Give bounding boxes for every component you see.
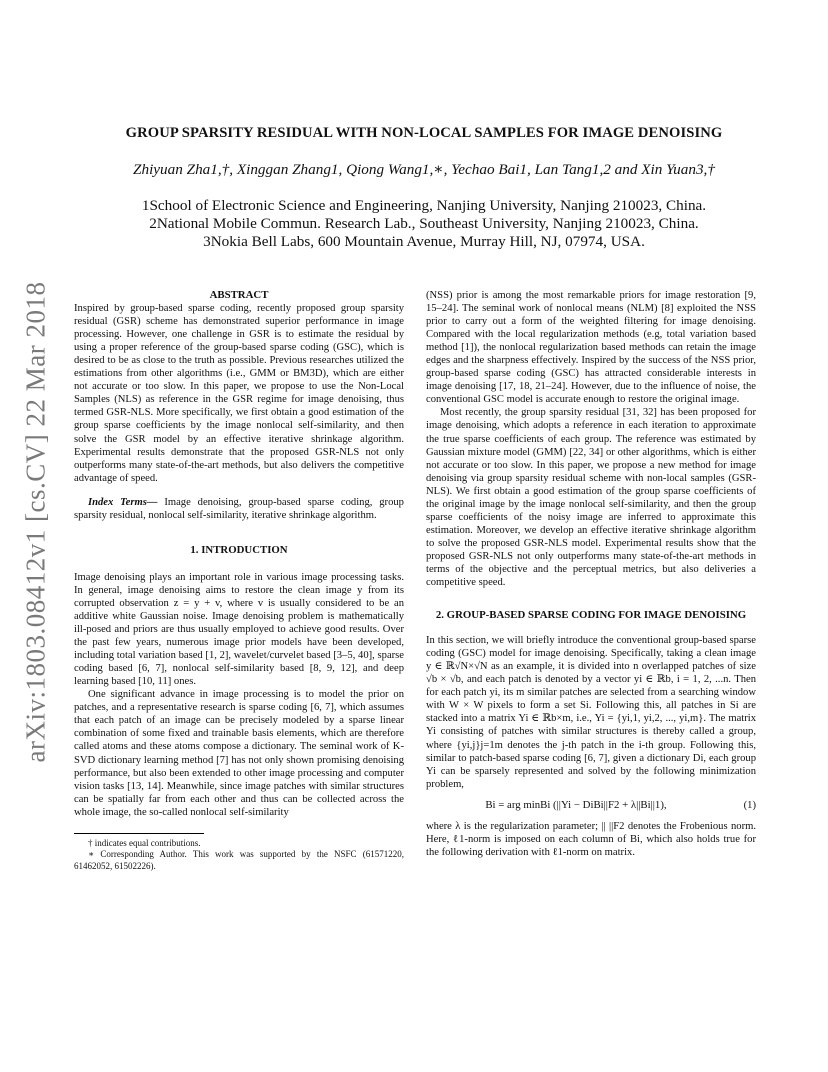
index-terms-text: Image denoising, group-based sparse coding, group sparsity residual, nonlocal self-similarity, iterative shrinkage algorithm. (74, 496, 404, 521)
affiliation-2: 2National Mobile Commun. Research Lab., Southeast University, Nanjing 210023, China. (149, 215, 699, 232)
left-column (74, 289, 404, 872)
affiliation-3: 3Nokia Bell Labs, 600 Mountain Avenue, Murray Hill, NJ, 07974, USA. (203, 233, 645, 250)
section-2-heading: 2. GROUP-BASED SPARSE CODING FOR IMAGE DENOISING (435, 609, 747, 622)
equation-body: Bi = arg minBi (||Yi − DiBi||F2 + λ||Bi||1), (485, 798, 667, 811)
abstract-text: Inspired by group-based sparse coding, recently proposed group sparsity residual (GSR) scheme has demonstrated superior performance in image processing. However, one challenge in GSR is to estimate the residual by using a proper reference of the group-based sparse coding (GSC), which is desired to be as close to the truth as possible. Previous researches utilized the estimations from other algorithms (i.e., GMM or BM3D), which are either not accurate or too slow. In this paper, we propose to use the Non-Local Samples (NLS) as reference in the GSR regime for image denoising, thus termed GSR-NLS. More specifically, we first obtain a good estimation of the group sparse coefficients by the image nonlocal self-similarity, and then solve the GSR model by an effective iterative shrinkage algorithm. Experimental results demonstrate that the proposed GSR-NLS not only outperforms many state-of-the-art methods, but also delivers the competitive advantage of speed. (74, 303, 404, 484)
intro-paragraph-1: Image denoising plays an important role in various image processing tasks. In general, image denoising aims to restore the clean image y from its corrupted observation z = y + v, where v is usually considered to be an additive white Gaussian noise. Image denoising problem is mathematically ill-posed and priors are thus usually employed to achieve good results. Over the past few years, numerous image prior models have been developed, including total variation based [1, 2], wavelet/curvelet based [3–5, 40], sparse coding based [6, 7], nonlocal self-similarity based [8, 9, 12], and deep learning based [10, 11] ones. (74, 571, 404, 688)
right-paragraph-2: Most recently, the group sparsity residual [31, 32] has been proposed for image denoising, which adopts a reference in each iteration to approximate the true sparse coefficients of each group. The reference was estimated by Gaussian mixture model (GMM) [22, 34] or other algorithms, which is either not accurate or too slow. In this paper, we propose a new method for image denoising via group sparsity residual scheme with non-local samples (GSR-NLS). We first obtain a good estimation of the group sparse coefficients of the original image by the image nonlocal self-similarity, and then the group sparse coefficients of the noisy image are inferred to approximate this estimation. Moreover, we develop an effective iterative shrinkage algorithm to solve the proposed GSR-NLS model. Experimental results show that the proposed GSR-NLS not only outperforms many state-of-the-art methods in terms of the objective and the perceptual metrics, but also deliveries a competitive speed. (426, 407, 756, 589)
section-2-paragraph-2: where λ is the regularization parameter; || ||F2 denotes the Frobenious norm. Here, ℓ1-norm is imposed on each column of Bi, which also holds true for the following derivation with ℓ1-norm on matrix. (426, 820, 756, 858)
authors: Zhiyuan Zha1,†, Xinggan Zhang1, Qiong Wang1,∗, Yechao Bai1, Lan Tang1,2 and Xin Yuan3,† (133, 161, 715, 178)
intro-paragraph-2: One significant advance in image processing is to model the prior on patches, and a representative research is sparse coding [6, 7], which assumes that each patch of an image can be precisely modeled by a sparse linear combination of some fixed and trainable basis elements, which are therefore called atoms and these atoms compose a dictionary. The seminal work of K-SVD dictionary learning method [7] has not only shown promising denoising performance, but also been extended to other image processing and computer vision tasks [13, 14]. Meanwhile, since image patches with similar structures can be spatially far from each other and thus can be collected across the whole image, the so-called nonlocal self-similarity (74, 689, 404, 818)
section-2-paragraph-1: In this section, we will briefly introduce the conventional group-based sparse coding (GSC) model for image denoising. Specifically, taking a clean image y ∈ ℝ√N×√N as an example, it is divided into n overlapped patches of size √b × √b, and each patch is denoted by a vector yi ∈ ℝb, i = 1, 2, ...n. Then for each patch yi, its m similar patches are selected from a searching window with W × W pixels to form a set Si. Following this, all patches in Si are stacked into a matrix Yi ∈ ℝb×m, i.e., Yi = {yi,1, yi,2, ..., yi,m}. The matrix Yi consisting of patches with similar structures is thereby called a group, where {yi,j}j=1m denotes the j-th patch in the i-th group. Following this, similar to patch-based sparse coding [6, 7], given a dictionary Di, each group Yi can be sparsely represented and solved by the following minimization problem, (426, 635, 756, 790)
equation-1 (426, 799, 756, 812)
arxiv-identifier (14, 262, 58, 782)
section-1-heading: 1. INTRODUCTION (190, 543, 288, 556)
index-terms (74, 496, 404, 522)
footnote-rule (74, 833, 204, 834)
abstract-heading: ABSTRACT (209, 289, 269, 301)
paper-title: GROUP SPARSITY RESIDUAL WITH NON-LOCAL SAMPLES FOR IMAGE DENOISING (125, 125, 723, 141)
equation-number: (1) (743, 799, 756, 811)
right-paragraph-1: (NSS) prior is among the most remarkable priors for image restoration [9, 15–24]. The seminal work of nonlocal means (NLM) [8] exploited the NSS prior to carry out a form of the weighted filtering for image denoising. Compared with the local regularization methods (e.g, total variation based method [1]), the nonlocal regularization based methods can retain the image edges and the sharpness effectively. Inspired by the success of the NSS prior, group-based sparse coding (GSC) has attracted considerable interests in image denoising [17, 18, 21–24]. However, due to the influence of noise, the conventional GSC model is accurate enough to restore the original image. (426, 290, 756, 406)
right-column (426, 289, 756, 859)
affiliation-1: 1School of Electronic Science and Engineering, Nanjing University, Nanjing 210023, China. (141, 197, 707, 214)
affiliations (60, 197, 788, 251)
arxiv-id-text: arXiv:1803.08412v1 [cs.CV] 22 Mar 2018 (20, 281, 51, 763)
footnote-2: ∗ Corresponding Author. This work was supported by the NSFC (61571220, 61462052, 61502226). (74, 849, 404, 871)
index-terms-label: Index Terms— (88, 496, 158, 508)
footnote-1: † indicates equal contributions. (88, 837, 201, 848)
